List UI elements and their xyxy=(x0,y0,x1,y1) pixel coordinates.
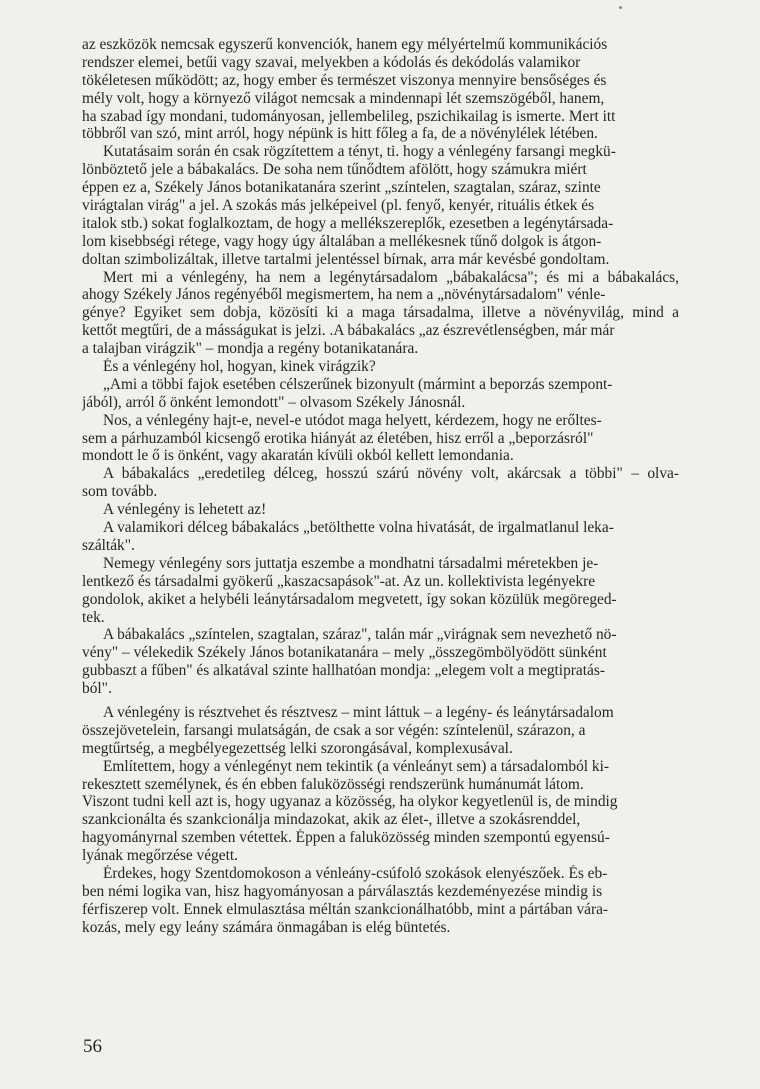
text-line: a talajban virágzik" – mondja a regény botanikatanára. xyxy=(82,340,419,358)
text-line: szankcionálta és szankcionálja mindazokat, akik az élet-, illetve a szokásrenddel, xyxy=(82,811,581,829)
text-line: rekesztett személynek, és én ebben faluközösségi rendszerünk humánumát látom. xyxy=(82,775,584,793)
text-line: lentkező és társadalmi gyökerű „kaszacsapások"-at. Az un. kollektivista legényekre xyxy=(82,572,596,590)
text-line: jából), arról ő önként lemondott" – olvasom Székely Jánosnál. xyxy=(82,393,466,411)
text-line: Nos, a vénlegény hajt-e, nevel-e utódot maga helyett, kérdezem, hogy ne erőltes- xyxy=(103,411,602,429)
text-line: A bábakalács „eredetileg délceg, hosszú szárú növény volt, akárcsak a többi" – olva- xyxy=(103,465,679,483)
text-line: A vénlegény is résztvehet és résztvesz – mint láttuk – a legény- és leánytársadalom xyxy=(103,703,614,721)
text-line: lönböztető jele a bábakalács. De soha nem tűnődtem afölött, hogy számukra miért xyxy=(82,161,587,179)
text-line: hagyományrnal szemben vétettek. Éppen a faluközösség minden szempontú egyensú- xyxy=(82,829,610,847)
page-number: 56 xyxy=(83,1036,102,1057)
text-line: És a vénlegény hol, hogyan, kinek virágzik? xyxy=(103,358,376,376)
text-line: tek. xyxy=(82,608,105,626)
text-line: lyának megőrzése végett. xyxy=(82,847,238,865)
text-line: A bábakalács „színtelen, szagtalan, száraz", talán már „virágnak sem nevezhető nö- xyxy=(103,626,617,644)
text-line: italok stb.) sokat foglalkoztam, de hogy a mellékszereplők, ezesetben a legénytársada- xyxy=(82,214,614,232)
text-line: férfiszerep volt. Ennek elmulasztása méltán szankcionálhatóbb, mint a pártában vára- xyxy=(82,900,609,918)
text-line: éppen ez a, Székely János botanikatanára szerint „színtelen, szagtalan, száraz, szinte xyxy=(82,179,601,197)
text-line: tökéletesen működött; az, hogy ember és természet viszonya mennyire bensőséges és xyxy=(82,71,607,89)
text-line: lom kisebbségi rétege, vagy hogy úgy általában a mellékesnek tűnő dolgok is átgon- xyxy=(82,232,602,250)
text-line: sem a párhuzamból kicsengő erotika hiányát az életében, hisz erről a „beporzásról" xyxy=(82,429,594,447)
text-line: A valamikori délceg bábakalács „betölthette volna hivatását, de irgalmatlanul leka- xyxy=(103,519,614,537)
text-line: összejövetelein, farsangi mulatságán, de csak a sor végén: színtelenül, szárazon, a xyxy=(82,721,586,739)
text-line: „Ami a többi fajok esetében célszerűnek bizonyult (mármint a beporzás szempont- xyxy=(103,375,613,393)
text-line: Említettem, hogy a vénlegényt nem tekintik (a vénleányt sem) a társadalomból ki- xyxy=(103,757,610,775)
scan-speck xyxy=(619,6,622,9)
text-line: som tovább. xyxy=(82,483,158,501)
text-line: Nemegy vénlegény sors juttatja eszembe a mondhatni társadalmi méretekben je- xyxy=(103,554,599,572)
text-line: doltan szimbolizáltak, illetve tartalmi jelentéssel bírnak, arra már kevésbé gondoltam. xyxy=(82,250,610,268)
text-line: többről van szó, mint arról, hogy népünk is hitt főleg a fa, de a növénylélek létében. xyxy=(82,125,598,143)
text-line: ból". xyxy=(82,680,112,698)
text-line: gubbaszt a fűben" és alkatával szinte hallhatóan mondja: „elegem volt a megtipratás- xyxy=(82,662,605,680)
text-line: génye? Egyiket sem dobja, közösíti ki a maga társadalma, illetve a növényvilág, mind a xyxy=(82,304,679,322)
text-line: A vénlegény is lehetett az! xyxy=(103,501,267,519)
text-line: rendszer elemei, betűi vagy szavai, melyekben a kódolás és dekódolás valamikor xyxy=(82,53,581,71)
text-line: mély volt, hogy a környező világot nemcsak a mindennapi lét szemszögéből, hanem, xyxy=(82,89,605,107)
text-line: Viszont tudni kell azt is, hogy ugyanaz a közösség, ha olykor kegyetlenül is, de mindig xyxy=(82,793,618,811)
text-line: virágtalan virág" a jel. A szokás más jelképeivel (pl. fenyő, kenyér, rituális étkek és xyxy=(82,197,595,215)
text-line: vény" – vélekedik Székely János botanikatanára – mely „összegömbölyödött sünként xyxy=(82,644,607,662)
text-line: mondott le ő is önként, vagy akaratán kívüli okból kellett lemondania. xyxy=(82,447,514,465)
text-line: ben némi logika van, hisz hagyományosan a párválasztás kezdeményezése mindig is xyxy=(82,882,603,900)
text-line: Érdekes, hogy Szentdomokoson a vénleány-csúfoló szokások elenyészőek. És eb- xyxy=(103,864,608,882)
body-text xyxy=(82,36,679,937)
text-line: gondolok, akiket a helybéli leánytársadalom megvetett, így sokan közülük megöreged- xyxy=(82,590,617,608)
text-line: az eszközök nemcsak egyszerű konvenciók, hanem egy mélyértelmű kommunikációs xyxy=(82,36,608,53)
text-line: kozás, mely egy leány számára önmagában is elég büntetés. xyxy=(82,918,451,936)
text-line: ahogy Székely János regényéből megismertem, ha nem a „növénytársadalom" vénle- xyxy=(82,286,606,304)
text-line: kettőt megtűri, de a másságukat is jelzi. .A bábakalács „az észrevétlenségben, már már xyxy=(82,322,615,340)
text-line: ha szabad így mondani, tudományosan, jellembelileg, pszichikailag is ismerte. Mert itt xyxy=(82,107,616,125)
text-line: szálták". xyxy=(82,536,135,554)
text-line: megtűrtség, a megbélyegezettség lelki szorongásával, komplexusával. xyxy=(82,739,513,757)
text-line: Kutatásaim során én csak rögzítettem a tényt, ti. hogy a vénlegény farsangi megkü- xyxy=(103,143,616,161)
text-line: Mert mi a vénlegény, ha nem a legénytársadalom „bábakalácsa"; és mi a bábakalács, xyxy=(103,268,679,286)
